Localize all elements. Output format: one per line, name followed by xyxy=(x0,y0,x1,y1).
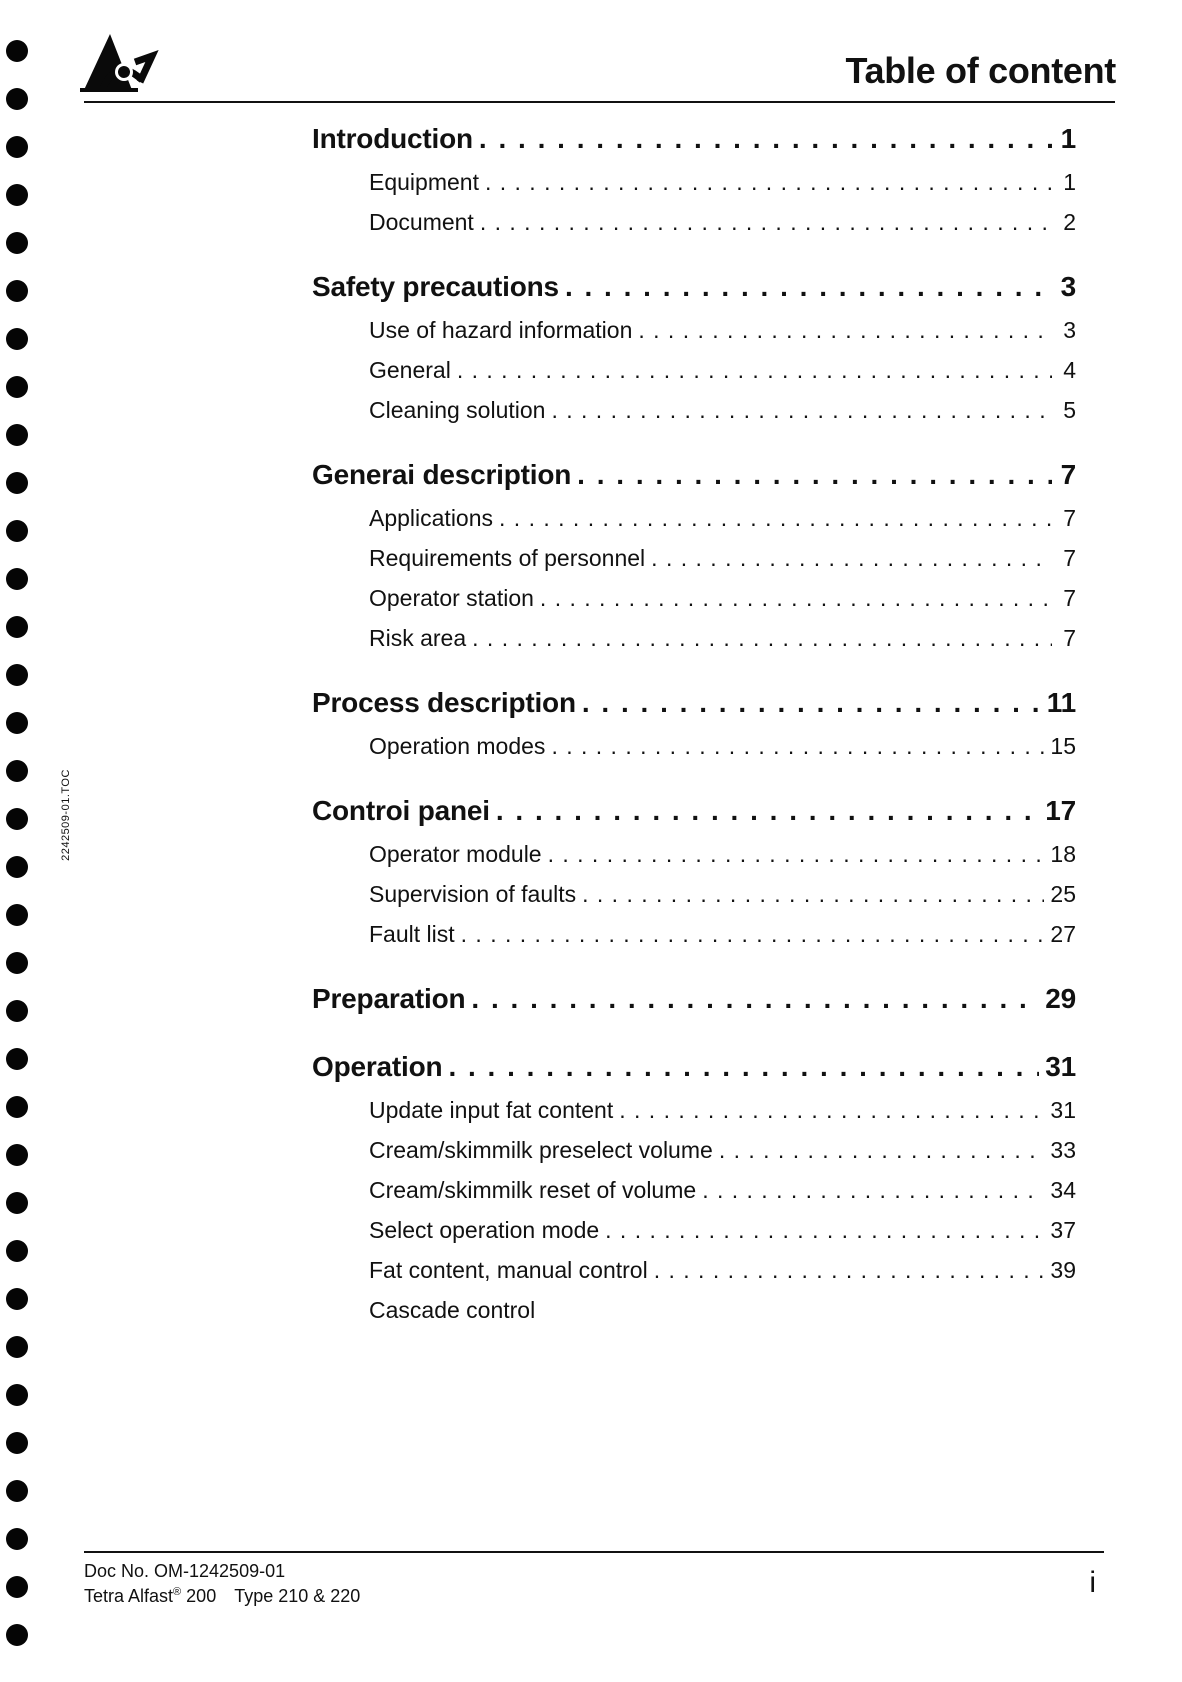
toc-subsection-entry[interactable] xyxy=(312,1130,1076,1170)
punch-hole xyxy=(6,88,28,110)
toc-subsection-page: 31 xyxy=(1050,1097,1076,1123)
toc-subsection-entry[interactable] xyxy=(312,202,1076,242)
footer-divider xyxy=(84,1551,1104,1553)
toc-subsection-title: Fault list xyxy=(369,921,455,947)
toc-subsection-entry[interactable] xyxy=(312,162,1076,202)
toc-leader-dots xyxy=(472,618,1052,658)
punch-hole xyxy=(6,136,28,158)
punch-hole xyxy=(6,1432,28,1454)
toc-leader-dots xyxy=(619,1090,1044,1130)
toc-subsection-title: Operator station xyxy=(369,585,534,611)
toc-chapter-page: 3 xyxy=(1060,271,1076,302)
page-title: Table of content xyxy=(845,50,1116,91)
punch-hole xyxy=(6,1480,28,1502)
toc-subsection-page: 7 xyxy=(1063,545,1076,571)
toc-chapter-title: Operation xyxy=(312,1051,443,1082)
punch-hole xyxy=(6,568,28,590)
punch-hole xyxy=(6,232,28,254)
toc-chapter-title: Preparation xyxy=(312,983,466,1014)
punch-hole xyxy=(6,1192,28,1214)
punch-hole xyxy=(6,1336,28,1358)
toc-subsection-page: 5 xyxy=(1063,397,1076,423)
toc-leader-dots xyxy=(457,350,1052,390)
footer-doc-number: Doc No. OM-1242509-01 xyxy=(84,1561,286,1581)
toc-subsection-title: Applications xyxy=(369,505,494,531)
toc-leader-dots xyxy=(479,116,1052,162)
punch-hole xyxy=(6,1576,28,1598)
product-type: Type 210 & 220 xyxy=(234,1586,361,1606)
toc-section xyxy=(312,452,1076,658)
toc-subsection-title: Requirements of personnel xyxy=(369,545,646,571)
toc-subsection-page: 27 xyxy=(1050,921,1076,947)
toc-subsection-entry[interactable] xyxy=(312,914,1076,954)
toc-leader-dots xyxy=(582,874,1044,914)
punch-hole xyxy=(6,520,28,542)
toc-subsection-title: Fat content, manual control xyxy=(369,1257,648,1283)
toc-leader-dots xyxy=(540,578,1052,618)
toc-chapter-page: 7 xyxy=(1060,459,1076,490)
toc-leader-dots xyxy=(577,452,1052,498)
toc-subsection-page: 7 xyxy=(1063,585,1076,611)
page-number: i xyxy=(1089,1566,1096,1599)
toc-leader-dots xyxy=(480,202,1052,242)
toc-subsection-page: 37 xyxy=(1050,1217,1076,1243)
toc-subsection-entry[interactable] xyxy=(312,1250,1076,1290)
toc-leader-dots xyxy=(654,1250,1045,1290)
punch-hole xyxy=(6,808,28,830)
punch-hole xyxy=(6,1288,28,1310)
toc-subsection-title: Equipment xyxy=(369,169,479,195)
punch-hole xyxy=(6,952,28,974)
toc-subsection-title: Cream/skimmilk reset of volume xyxy=(369,1177,697,1203)
punch-hole xyxy=(6,184,28,206)
toc-chapter-title: Generai description xyxy=(312,459,572,490)
toc-subsection-page: 4 xyxy=(1063,357,1076,383)
punch-hole xyxy=(6,856,28,878)
toc-chapter-title: Process description xyxy=(312,687,576,718)
registered-mark: ® xyxy=(173,1586,182,1598)
toc-leader-dots xyxy=(461,914,1045,954)
punch-hole xyxy=(6,280,28,302)
toc-chapter-entry[interactable] xyxy=(312,680,1076,726)
toc-subsection-entry[interactable] xyxy=(312,578,1076,618)
toc-chapter-page: 29 xyxy=(1045,983,1076,1014)
toc-chapter-entry[interactable] xyxy=(312,116,1076,162)
toc-subsection-title: Cream/skimmilk preselect volume xyxy=(369,1137,713,1163)
punch-hole xyxy=(6,1624,28,1646)
toc-leader-dots xyxy=(551,390,1052,430)
toc-chapter-page: 17 xyxy=(1045,795,1076,826)
toc-subsection-title: Select operation mode xyxy=(369,1217,600,1243)
toc-subsection-title: Use of hazard information xyxy=(369,317,633,343)
toc-subsection-entry[interactable] xyxy=(312,498,1076,538)
punch-hole xyxy=(6,1528,28,1550)
toc-subsection-title: Cascade control xyxy=(369,1297,536,1323)
toc-leader-dots xyxy=(471,976,1039,1022)
toc-leader-dots xyxy=(605,1210,1044,1250)
toc-subsection-title: Operator module xyxy=(369,841,542,867)
toc-subsection-entry[interactable] xyxy=(312,310,1076,350)
toc-section xyxy=(312,116,1076,242)
toc-subsection-title: Risk area xyxy=(369,625,467,651)
toc-chapter-entry[interactable] xyxy=(312,976,1076,1022)
punch-hole xyxy=(6,472,28,494)
punch-hole xyxy=(6,424,28,446)
toc-chapter-entry[interactable] xyxy=(312,264,1076,310)
toc-leader-dots xyxy=(638,310,1052,350)
punch-hole xyxy=(6,1144,28,1166)
toc-subsection-title: Operation modes xyxy=(369,733,546,759)
punch-hole xyxy=(6,712,28,734)
toc-leader-dots xyxy=(582,680,1041,726)
toc-leader-dots xyxy=(651,538,1052,578)
toc-leader-dots xyxy=(548,834,1045,874)
punch-hole xyxy=(6,760,28,782)
toc-chapter-title: Controi panei xyxy=(312,795,490,826)
toc-chapter-entry[interactable] xyxy=(312,788,1076,834)
toc-subsection-page: 33 xyxy=(1050,1137,1076,1163)
toc-subsection-title: Supervision of faults xyxy=(369,881,577,907)
toc-subsection-page: 2 xyxy=(1063,209,1076,235)
punch-hole xyxy=(6,1240,28,1262)
toc-chapter-entry[interactable] xyxy=(312,1044,1076,1090)
toc-subsection-entry[interactable] xyxy=(312,726,1076,766)
toc-subsection-page: 3 xyxy=(1063,317,1076,343)
toc-subsection-page: 18 xyxy=(1050,841,1076,867)
toc-subsection-entry[interactable] xyxy=(312,834,1076,874)
document-side-code: 2242509-01.TOC xyxy=(60,769,72,861)
toc-subsection-title: Update input fat content xyxy=(369,1097,614,1123)
product-name: Tetra Alfast xyxy=(84,1586,174,1606)
toc-leader-dots xyxy=(565,264,1052,310)
toc-leader-dots xyxy=(702,1170,1044,1210)
toc-subsection-page: 25 xyxy=(1050,881,1076,907)
toc-section xyxy=(312,788,1076,954)
toc-chapter-page: 1 xyxy=(1060,123,1076,154)
toc-subsection-entry[interactable] xyxy=(312,1090,1076,1130)
toc-chapter-entry[interactable] xyxy=(312,452,1076,498)
toc-leader-dots xyxy=(448,1044,1039,1090)
toc-subsection-page: 7 xyxy=(1063,505,1076,531)
punch-hole xyxy=(6,1000,28,1022)
toc-leader-dots xyxy=(719,1130,1045,1170)
toc-subsection-page: 39 xyxy=(1050,1257,1076,1283)
toc-subsection-entry[interactable] xyxy=(312,390,1076,430)
toc-section xyxy=(312,1044,1076,1330)
toc-chapter-title: Introduction xyxy=(312,123,473,154)
toc-subsection-page: 34 xyxy=(1050,1177,1076,1203)
toc-subsection-page: 15 xyxy=(1050,733,1076,759)
toc-subsection-title: Document xyxy=(369,209,474,235)
toc-subsection-page: 1 xyxy=(1063,169,1076,195)
toc-subsection-entry[interactable] xyxy=(312,1210,1076,1250)
punch-hole xyxy=(6,40,28,62)
toc-subsection-entry[interactable] xyxy=(312,350,1076,390)
toc-subsection-entry[interactable] xyxy=(312,874,1076,914)
punch-hole xyxy=(6,376,28,398)
toc-chapter-page: 11 xyxy=(1046,687,1076,718)
punch-hole xyxy=(6,904,28,926)
punch-hole xyxy=(6,1384,28,1406)
punch-hole xyxy=(6,328,28,350)
product-model: 200 xyxy=(186,1586,217,1606)
header-divider xyxy=(84,101,1115,103)
toc-section xyxy=(312,264,1076,430)
tetra-pak-logo-icon xyxy=(80,22,170,97)
toc-section xyxy=(312,976,1076,1022)
binder-punch-holes xyxy=(0,0,40,1682)
toc-leader-dots xyxy=(551,726,1044,766)
toc-subsection-entry[interactable] xyxy=(312,1290,1076,1330)
toc-section xyxy=(312,680,1076,766)
toc-subsection-entry[interactable] xyxy=(312,618,1076,658)
toc-leader-dots xyxy=(499,498,1052,538)
footer-product-info xyxy=(84,1586,360,1607)
toc-subsection-title: General xyxy=(369,357,451,383)
toc-subsection-entry[interactable] xyxy=(312,538,1076,578)
toc-subsection-title: Cleaning solution xyxy=(369,397,546,423)
toc-leader-dots xyxy=(496,788,1039,834)
toc-subsection-entry[interactable] xyxy=(312,1170,1076,1210)
punch-hole xyxy=(6,664,28,686)
punch-hole xyxy=(6,1096,28,1118)
toc-chapter-title: Safety precautions xyxy=(312,271,559,302)
toc-leader-dots xyxy=(485,162,1052,202)
punch-hole xyxy=(6,616,28,638)
punch-hole xyxy=(6,1048,28,1070)
toc-subsection-page: 7 xyxy=(1063,625,1076,651)
toc-chapter-page: 31 xyxy=(1045,1051,1076,1082)
table-of-contents xyxy=(312,116,1076,1352)
